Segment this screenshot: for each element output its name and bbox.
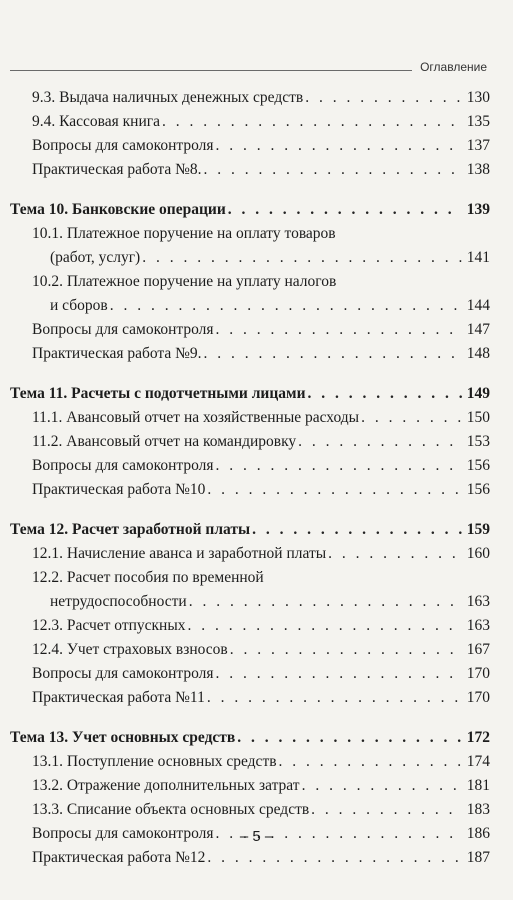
toc-entry-label: Вопросы для самоконтроля [32, 825, 214, 842]
dot-leader [308, 382, 462, 406]
toc-entry-label: 11.1. Авансовый отчет на хозяйственные расходы [32, 409, 360, 426]
page-number: – 5 – [239, 828, 274, 845]
toc-entry[interactable] [10, 110, 490, 134]
toc-entry-label: 12.1. Начисление аванса и заработной платы [32, 545, 327, 562]
dot-leader [189, 590, 462, 614]
toc-entry-page: 156 [466, 457, 490, 474]
toc-section-10 [10, 198, 490, 366]
toc-entry-page: 137 [466, 137, 490, 154]
dot-leader [215, 662, 462, 686]
toc-entry[interactable] [10, 158, 490, 182]
toc-entry-page: 130 [466, 89, 490, 106]
toc-entry-label: 9.3. Выдача наличных денежных средств [32, 89, 304, 106]
dot-leader [215, 318, 462, 342]
dot-leader [311, 798, 462, 822]
toc-entry-label: Вопросы для самоконтроля [32, 457, 214, 474]
toc-entry-page: 156 [466, 481, 490, 498]
toc-entry[interactable] [10, 542, 490, 566]
toc-entry-page: 150 [466, 409, 490, 426]
running-header: Оглавление [420, 60, 487, 74]
toc-entry-page: 147 [466, 321, 490, 338]
toc-entry[interactable] [10, 662, 490, 686]
table-of-contents [10, 86, 490, 886]
toc-heading-page: 172 [466, 729, 490, 746]
toc-entry-label: 9.4. Кассовая книга [32, 113, 161, 130]
dot-leader [228, 198, 462, 222]
dot-leader [215, 134, 462, 158]
toc-entry[interactable] [10, 846, 490, 870]
dot-leader [252, 518, 462, 542]
toc-heading-label: Тема 10. Банковские операции [10, 201, 226, 218]
toc-entry-label: Практическая работа №11 [32, 689, 205, 706]
toc-entry[interactable] [10, 590, 490, 614]
toc-entry-page: 181 [466, 777, 490, 794]
toc-entry[interactable] [10, 774, 490, 798]
dot-leader [204, 158, 462, 182]
toc-heading[interactable] [10, 198, 490, 222]
toc-heading[interactable] [10, 382, 490, 406]
dot-leader [207, 686, 462, 710]
toc-entry-label: 12.4. Учет страховых взносов [32, 641, 228, 658]
dot-leader [110, 294, 462, 318]
toc-entry-page: 167 [466, 641, 490, 658]
toc-entry-page: 135 [466, 113, 490, 130]
dot-leader [204, 342, 462, 366]
dot-leader [298, 430, 462, 454]
dot-leader [230, 638, 462, 662]
toc-entry-page: 160 [466, 545, 490, 562]
toc-entry-label: Вопросы для самоконтроля [32, 321, 214, 338]
toc-entry-page: 163 [466, 593, 490, 610]
toc-entry-label: и сборов [50, 297, 108, 314]
dot-leader [237, 726, 462, 750]
toc-entry[interactable] [10, 134, 490, 158]
toc-entry-page: 144 [466, 297, 490, 314]
dot-leader [215, 454, 462, 478]
toc-heading-page: 159 [466, 521, 490, 538]
toc-entry-label: 11.2. Авансовый отчет на командировку [32, 433, 297, 450]
toc-section-9 [10, 86, 490, 182]
toc-entry[interactable] [10, 686, 490, 710]
toc-heading-page: 139 [466, 201, 490, 218]
toc-entry-label: 13.1. Поступление основных средств [32, 753, 277, 770]
toc-entry-label: Вопросы для самоконтроля [32, 665, 214, 682]
toc-heading[interactable] [10, 518, 490, 542]
toc-entry-label: Практическая работа №9. [32, 345, 202, 362]
toc-heading-page: 149 [466, 385, 490, 402]
toc-heading-label: Тема 11. Расчеты с подотчетными лицами [10, 385, 306, 402]
toc-entry[interactable] [10, 294, 490, 318]
toc-entry[interactable] [10, 638, 490, 662]
toc-entry[interactable] [10, 614, 490, 638]
toc-entry-page: 138 [466, 161, 490, 178]
toc-entry-label-line1[interactable]: 10.1. Платежное поручение на оплату товаров [32, 225, 336, 242]
dot-leader [305, 86, 462, 110]
toc-entry-page: 148 [466, 345, 490, 362]
dot-leader [162, 110, 462, 134]
toc-entry-page: 141 [466, 249, 490, 266]
toc-heading-label: Тема 13. Учет основных средств [10, 729, 236, 746]
dot-leader [279, 750, 462, 774]
toc-entry[interactable] [10, 86, 490, 110]
toc-entry-label: 13.3. Списание объекта основных средств [32, 801, 310, 818]
dot-leader [302, 774, 462, 798]
toc-entry-page: 183 [466, 801, 490, 818]
toc-entry-page: 163 [466, 617, 490, 634]
toc-entry-label: нетрудоспособности [50, 593, 187, 610]
toc-entry[interactable] [10, 430, 490, 454]
header-rule [10, 70, 412, 71]
toc-heading[interactable] [10, 726, 490, 750]
toc-entry-label-line1[interactable]: 10.2. Платежное поручение на уплату налогов [32, 273, 337, 290]
dot-leader [188, 614, 462, 638]
toc-entry[interactable] [10, 342, 490, 366]
toc-entry[interactable] [10, 798, 490, 822]
toc-section-13 [10, 726, 490, 870]
toc-entry-page: 153 [466, 433, 490, 450]
toc-entry-label: Практическая работа №10 [32, 481, 206, 498]
toc-entry-page: 187 [466, 849, 490, 866]
toc-entry-label: Вопросы для самоконтроля [32, 137, 214, 154]
dot-leader [328, 542, 462, 566]
dot-leader [361, 406, 462, 430]
toc-entry[interactable] [10, 478, 490, 502]
toc-entry-label-line1[interactable]: 12.2. Расчет пособия по временной [32, 569, 264, 586]
toc-entry[interactable] [10, 406, 490, 430]
toc-entry-page: 186 [466, 825, 490, 842]
toc-entry-page: 174 [466, 753, 490, 770]
toc-section-12 [10, 518, 490, 710]
toc-entry-page: 170 [466, 665, 490, 682]
toc-entry[interactable] [10, 246, 490, 270]
toc-entry-label: (работ, услуг) [50, 249, 141, 266]
toc-entry-page: 170 [466, 689, 490, 706]
toc-entry-label: 12.3. Расчет отпускных [32, 617, 186, 634]
toc-entry[interactable] [10, 454, 490, 478]
toc-entry[interactable] [10, 318, 490, 342]
toc-heading-label: Тема 12. Расчет заработной платы [10, 521, 251, 538]
dot-leader [142, 246, 462, 270]
toc-entry-label: Практическая работа №8. [32, 161, 202, 178]
toc-entry-label: 13.2. Отражение дополнительных затрат [32, 777, 300, 794]
toc-entry-label: Практическая работа №12 [32, 849, 206, 866]
dot-leader [207, 478, 462, 502]
dot-leader [207, 846, 462, 870]
toc-entry[interactable] [10, 750, 490, 774]
toc-section-11 [10, 382, 490, 502]
